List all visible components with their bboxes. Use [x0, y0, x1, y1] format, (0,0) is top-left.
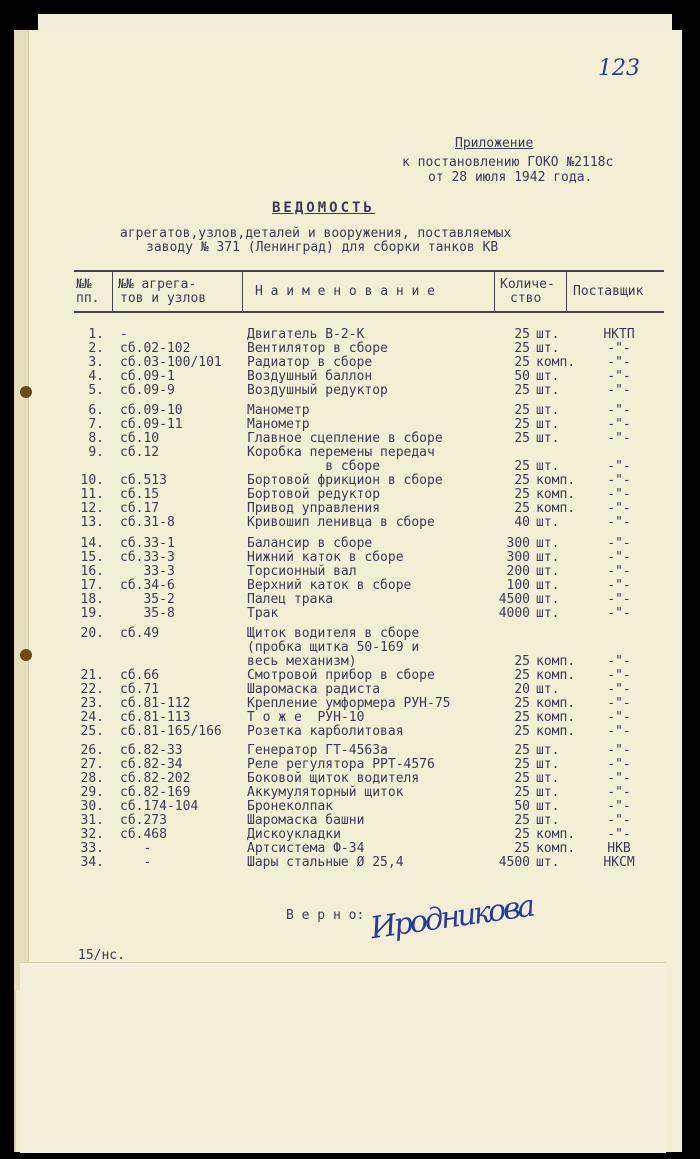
col-divider-3 — [494, 272, 495, 312]
row-unit: шт. — [536, 578, 560, 593]
row-aggregate-code: сб.66 — [120, 668, 160, 683]
table-row — [0, 418, 700, 432]
row-number: 17. — [80, 578, 104, 593]
row-number: 18. — [80, 592, 104, 607]
row-supplier: -"- — [607, 487, 631, 502]
row-number: 29. — [80, 785, 104, 800]
row-supplier: -"- — [607, 417, 631, 432]
row-unit: шт. — [536, 341, 560, 356]
row-item-name: Смотровой прибор в сборе — [247, 668, 435, 683]
table-top-rule — [74, 270, 664, 272]
row-item-name: Шары стальные Ø 25,4 — [247, 855, 404, 870]
row-supplier: -"- — [607, 743, 631, 758]
date-line: от 28 июля 1942 года. — [428, 170, 593, 185]
row-number: 6. — [88, 403, 104, 418]
table-row — [0, 342, 700, 356]
row-quantity: 25 — [514, 431, 530, 446]
row-supplier: -"- — [607, 785, 631, 800]
table-row — [0, 856, 700, 870]
row-number: 16. — [80, 564, 104, 579]
row-item-name: Аккумуляторный щиток — [247, 785, 404, 800]
table-row — [0, 328, 700, 342]
row-unit: шт. — [536, 383, 560, 398]
row-supplier: -"- — [607, 383, 631, 398]
row-item-name: Нижний каток в сборе — [247, 550, 404, 565]
row-aggregate-code: сб.71 — [120, 682, 160, 697]
row-number: 5. — [88, 383, 104, 398]
row-aggregate-code: сб.17 — [120, 501, 160, 516]
row-quantity: 100 — [506, 578, 530, 593]
row-quantity: 40 — [514, 515, 530, 530]
table-row — [0, 460, 700, 474]
table-row — [0, 758, 700, 772]
row-aggregate-code: - — [120, 327, 128, 342]
col-divider-1 — [112, 272, 113, 312]
row-quantity: 25 — [514, 771, 530, 786]
row-item-name: Палец трака — [247, 592, 334, 607]
row-number: 32. — [80, 827, 104, 842]
row-item-name: Т о ж е РУН-10 — [247, 710, 365, 725]
row-quantity: 25 — [514, 696, 530, 711]
page-number: 123 — [598, 56, 640, 81]
row-aggregate-code: сб.273 — [120, 813, 167, 828]
row-item-name: Коробка перемены передач — [247, 445, 435, 460]
row-unit: комп. — [536, 710, 576, 725]
row-quantity: 50 — [514, 799, 530, 814]
row-supplier: -"- — [607, 369, 631, 384]
table-row — [0, 502, 700, 516]
row-item-name: Шаромаска башни — [247, 813, 365, 828]
row-number: 30. — [80, 799, 104, 814]
appendix-heading: Приложение — [455, 136, 534, 151]
row-aggregate-code: сб.09-1 — [120, 369, 175, 384]
row-unit: шт. — [536, 403, 560, 418]
row-quantity: 4000 — [498, 606, 530, 621]
row-number: 12. — [80, 501, 104, 516]
row-item-name: Торсионный вал — [247, 564, 357, 579]
row-aggregate-code: 35-2 — [120, 592, 175, 607]
row-supplier: -"- — [607, 403, 631, 418]
row-number: 27. — [80, 757, 104, 772]
row-aggregate-code: сб.09-9 — [120, 383, 175, 398]
row-quantity: 25 — [514, 417, 530, 432]
document-title: ВЕДОМОСТЬ — [272, 200, 375, 216]
table-row — [0, 641, 700, 655]
table-row — [0, 669, 700, 683]
row-supplier: НКТП — [603, 327, 635, 342]
row-aggregate-code: сб.81-165/166 — [120, 724, 222, 739]
table-row — [0, 565, 700, 579]
table-row — [0, 474, 700, 488]
row-unit: шт. — [536, 855, 560, 870]
row-item-name: Бортовой фрикцион в сборе — [247, 473, 443, 488]
row-item-name: Манометр — [247, 417, 310, 432]
row-quantity: 25 — [514, 459, 530, 474]
row-supplier: -"- — [607, 827, 631, 842]
row-number: 11. — [80, 487, 104, 502]
row-unit: шт. — [536, 592, 560, 607]
row-unit: комп. — [536, 668, 576, 683]
row-item-name: Реле регулятора РРТ-4576 — [247, 757, 435, 772]
header-qty-a: Количе- — [500, 277, 555, 292]
folder-flap — [20, 962, 666, 1153]
handwritten-signature: Иродникова — [368, 888, 535, 947]
row-number: 25. — [80, 724, 104, 739]
row-unit: шт. — [536, 757, 560, 772]
row-supplier: -"- — [607, 592, 631, 607]
row-item-name: Дискоукладки — [247, 827, 341, 842]
row-supplier: -"- — [607, 341, 631, 356]
row-unit: шт. — [536, 536, 560, 551]
header-agg-a: №№ агрега- — [118, 277, 197, 292]
row-quantity: 25 — [514, 403, 530, 418]
row-supplier: -"- — [607, 799, 631, 814]
row-supplier: -"- — [607, 515, 631, 530]
row-item-name: Бортовой редуктор — [247, 487, 381, 502]
row-number: 28. — [80, 771, 104, 786]
row-quantity: 25 — [514, 827, 530, 842]
row-supplier: -"- — [607, 578, 631, 593]
row-unit: комп. — [536, 724, 576, 739]
row-unit: шт. — [536, 682, 560, 697]
row-aggregate-code: сб.49 — [120, 626, 160, 641]
row-item-name: весь механизм) — [247, 654, 357, 669]
row-supplier: -"- — [607, 536, 631, 551]
row-item-name: Балансир в сборе — [247, 536, 373, 551]
table-row — [0, 370, 700, 384]
row-unit: комп. — [536, 473, 576, 488]
row-supplier: НКВ — [607, 841, 631, 856]
row-item-name: Бронеколпак — [247, 799, 334, 814]
row-quantity: 25 — [514, 473, 530, 488]
row-quantity: 25 — [514, 668, 530, 683]
row-quantity: 25 — [514, 743, 530, 758]
row-quantity: 300 — [506, 536, 530, 551]
row-supplier: -"- — [607, 606, 631, 621]
row-quantity: 25 — [514, 487, 530, 502]
row-unit: комп. — [536, 696, 576, 711]
row-quantity: 25 — [514, 501, 530, 516]
table-row — [0, 607, 700, 621]
row-item-name: Трак — [247, 606, 279, 621]
subtitle-line-1: агрегатов,узлов,деталей и вооружения, поставляемых — [120, 226, 512, 241]
row-aggregate-code: сб.02-102 — [120, 341, 191, 356]
row-item-name: Радиатор в сборе — [247, 355, 373, 370]
table-header-rule — [74, 311, 664, 313]
table-row — [0, 842, 700, 856]
row-unit: шт. — [536, 417, 560, 432]
row-supplier: -"- — [607, 550, 631, 565]
row-number: 22. — [80, 682, 104, 697]
row-item-name: Верхний каток в сборе — [247, 578, 412, 593]
row-supplier: -"- — [607, 459, 631, 474]
row-quantity: 25 — [514, 710, 530, 725]
row-aggregate-code: сб.03-100/101 — [120, 355, 222, 370]
row-number: 13. — [80, 515, 104, 530]
row-unit: шт. — [536, 515, 560, 530]
row-aggregate-code: сб.31-8 — [120, 515, 175, 530]
row-unit: шт. — [536, 771, 560, 786]
row-quantity: 4500 — [498, 592, 530, 607]
row-number: 14. — [80, 536, 104, 551]
row-item-name: Главное сцепление в сборе — [247, 431, 443, 446]
row-aggregate-code: - — [120, 855, 152, 870]
row-supplier: -"- — [607, 724, 631, 739]
row-number: 15. — [80, 550, 104, 565]
col-divider-2 — [242, 272, 243, 312]
header-num-a: №№ — [76, 277, 92, 292]
row-aggregate-code: сб.33-1 — [120, 536, 175, 551]
table-row — [0, 814, 700, 828]
row-aggregate-code: сб.468 — [120, 827, 167, 842]
row-quantity: 20 — [514, 682, 530, 697]
subtitle-line-2: заводу № 371 (Ленинград) для сборки танков КВ — [146, 240, 499, 255]
row-aggregate-code: сб.81-112 — [120, 696, 191, 711]
row-quantity: 200 — [506, 564, 530, 579]
row-supplier: -"- — [607, 682, 631, 697]
row-aggregate-code: сб.82-202 — [120, 771, 191, 786]
row-item-name: Щиток водителя в сборе — [247, 626, 420, 641]
row-item-name: Розетка карболитовая — [247, 724, 404, 739]
row-supplier: -"- — [607, 564, 631, 579]
row-unit: комп. — [536, 355, 576, 370]
table-row — [0, 683, 700, 697]
row-number: 10. — [80, 473, 104, 488]
row-supplier: -"- — [607, 473, 631, 488]
row-unit: шт. — [536, 431, 560, 446]
row-unit: комп. — [536, 841, 576, 856]
row-aggregate-code: 33-3 — [120, 564, 175, 579]
row-item-name: Шаромаска радиста — [247, 682, 381, 697]
row-number: 19. — [80, 606, 104, 621]
row-aggregate-code: сб.513 — [120, 473, 167, 488]
row-unit: шт. — [536, 550, 560, 565]
row-number: 21. — [80, 668, 104, 683]
row-aggregate-code: сб.10 — [120, 431, 160, 446]
row-aggregate-code: сб.12 — [120, 445, 160, 460]
table-row — [0, 786, 700, 800]
table-row — [0, 593, 700, 607]
row-quantity: 25 — [514, 383, 530, 398]
row-aggregate-code: - — [120, 841, 152, 856]
table-row — [0, 488, 700, 502]
row-quantity: 50 — [514, 369, 530, 384]
table-row — [0, 725, 700, 739]
table-row — [0, 551, 700, 565]
table-row — [0, 828, 700, 842]
row-number: 20. — [80, 626, 104, 641]
table-row — [0, 404, 700, 418]
decree-line: к постановлению ГОКО №2118с — [402, 155, 614, 170]
row-quantity: 25 — [514, 654, 530, 669]
table-row — [0, 655, 700, 669]
row-unit: шт. — [536, 606, 560, 621]
row-supplier: НКСМ — [603, 855, 635, 870]
row-number: 9. — [88, 445, 104, 460]
table-row — [0, 516, 700, 530]
row-aggregate-code: сб.81-113 — [120, 710, 191, 725]
row-quantity: 25 — [514, 327, 530, 342]
table-row — [0, 384, 700, 398]
row-item-name: Двигатель В-2-К — [247, 327, 365, 342]
header-num-b: пп. — [76, 291, 100, 306]
row-quantity: 25 — [514, 841, 530, 856]
header-agg-b: тов и узлов — [120, 291, 207, 306]
row-supplier: -"- — [607, 501, 631, 516]
row-unit: комп. — [536, 487, 576, 502]
row-unit: комп. — [536, 501, 576, 516]
row-item-name: Кривошип ленивца в сборе — [247, 515, 435, 530]
table-row — [0, 744, 700, 758]
row-number: 33. — [80, 841, 104, 856]
row-quantity: 25 — [514, 785, 530, 800]
table-row — [0, 356, 700, 370]
row-number: 4. — [88, 369, 104, 384]
row-quantity: 25 — [514, 813, 530, 828]
row-number: 1. — [88, 327, 104, 342]
col-divider-4 — [566, 272, 567, 312]
row-aggregate-code: сб.82-34 — [120, 757, 183, 772]
table-row — [0, 627, 700, 641]
row-unit: шт. — [536, 564, 560, 579]
row-aggregate-code: сб.09-11 — [120, 417, 183, 432]
table-row — [0, 432, 700, 446]
row-quantity: 300 — [506, 550, 530, 565]
row-unit: шт. — [536, 799, 560, 814]
row-supplier: -"- — [607, 757, 631, 772]
row-supplier: -"- — [607, 696, 631, 711]
table-row — [0, 446, 700, 460]
row-item-name: Вентилятор в сборе — [247, 341, 388, 356]
row-supplier: -"- — [607, 355, 631, 370]
table-row — [0, 711, 700, 725]
row-supplier: -"- — [607, 771, 631, 786]
row-quantity: 4500 — [498, 855, 530, 870]
header-qty-b: ство — [510, 291, 542, 306]
row-supplier: -"- — [607, 710, 631, 725]
header-name: Н а и м е н о в а н и е — [255, 284, 436, 299]
row-aggregate-code: сб.82-169 — [120, 785, 191, 800]
row-aggregate-code: сб.174-104 — [120, 799, 199, 814]
row-number: 7. — [88, 417, 104, 432]
table-row — [0, 772, 700, 786]
row-supplier: -"- — [607, 431, 631, 446]
table-row — [0, 579, 700, 593]
row-number: 34. — [80, 855, 104, 870]
row-number: 3. — [88, 355, 104, 370]
row-item-name: Артсистема Ф-34 — [247, 841, 365, 856]
row-number: 26. — [80, 743, 104, 758]
row-supplier: -"- — [607, 668, 631, 683]
row-unit: шт. — [536, 459, 560, 474]
row-item-name: Генератор ГТ-4563а — [247, 743, 388, 758]
footer-code: 15/нс. — [78, 948, 125, 963]
verified-label: В е р н о: — [286, 908, 365, 923]
table-row — [0, 697, 700, 711]
row-aggregate-code: сб.34-6 — [120, 578, 175, 593]
row-number: 24. — [80, 710, 104, 725]
row-supplier: -"- — [607, 654, 631, 669]
header-supplier: Поставщик — [573, 284, 644, 299]
row-unit: комп. — [536, 654, 576, 669]
table-row — [0, 537, 700, 551]
row-item-name: Боковой щиток водителя — [247, 771, 420, 786]
row-aggregate-code: 35-8 — [120, 606, 175, 621]
row-unit: шт. — [536, 785, 560, 800]
row-unit: шт. — [536, 369, 560, 384]
row-item-name: Воздушный редуктор — [247, 383, 388, 398]
table-row — [0, 800, 700, 814]
row-item-name: Манометр — [247, 403, 310, 418]
row-number: 2. — [88, 341, 104, 356]
row-aggregate-code: сб.09-10 — [120, 403, 183, 418]
row-quantity: 25 — [514, 724, 530, 739]
row-item-name: Крепление умформера РУН-75 — [247, 696, 451, 711]
row-quantity: 25 — [514, 341, 530, 356]
row-item-name: (пробка щитка 50-169 и — [247, 640, 420, 655]
row-number: 8. — [88, 431, 104, 446]
row-number: 23. — [80, 696, 104, 711]
row-item-name: Воздушный баллон — [247, 369, 373, 384]
row-quantity: 25 — [514, 355, 530, 370]
row-quantity: 25 — [514, 757, 530, 772]
row-supplier: -"- — [607, 813, 631, 828]
row-unit: шт. — [536, 327, 560, 342]
row-item-name: в сборе — [247, 459, 381, 474]
row-unit: шт. — [536, 813, 560, 828]
row-unit: шт. — [536, 743, 560, 758]
row-aggregate-code: сб.33-3 — [120, 550, 175, 565]
row-aggregate-code: сб.15 — [120, 487, 160, 502]
row-item-name: Привод управления — [247, 501, 381, 516]
row-number: 31. — [80, 813, 104, 828]
row-aggregate-code: сб.82-33 — [120, 743, 183, 758]
row-unit: комп. — [536, 827, 576, 842]
